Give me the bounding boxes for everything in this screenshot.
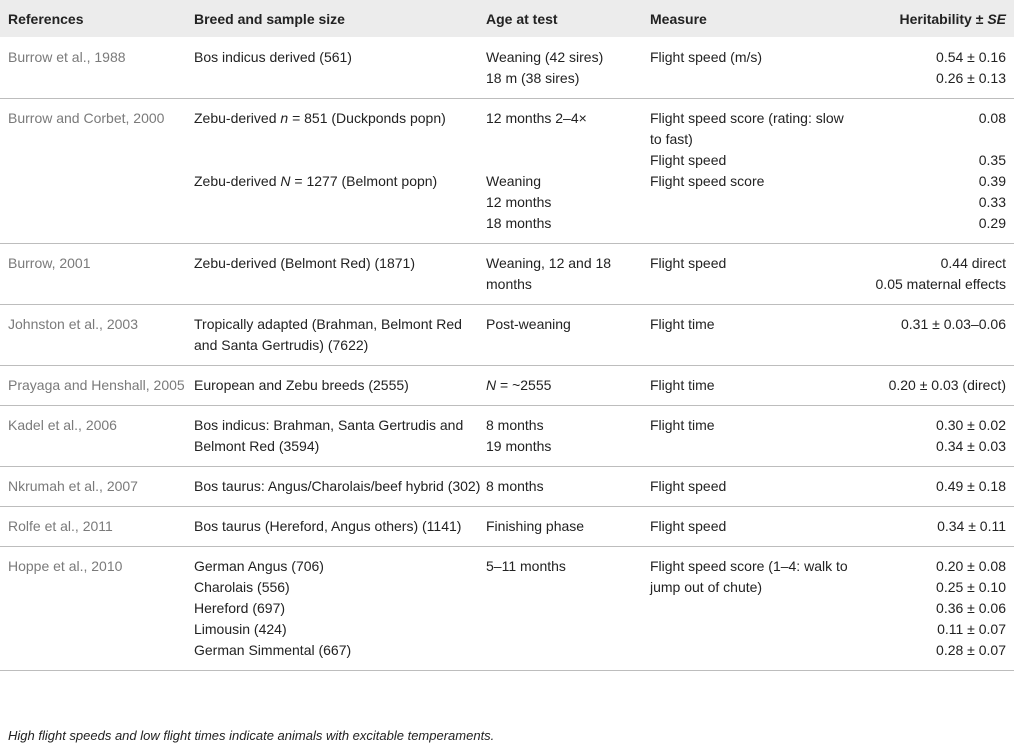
heritability-line: 0.34 ± 0.11: [937, 518, 1006, 534]
age-cell: [486, 38, 650, 99]
measure-cell: [650, 366, 855, 406]
reference-cell: Hoppe et al., 2010: [0, 547, 194, 671]
measure-line: Flight speed: [650, 478, 727, 494]
heritability-line: 0.31 ± 0.03–0.06: [901, 316, 1006, 332]
age-cell: [486, 99, 650, 172]
breed-cell: [194, 366, 486, 406]
reference-cell: Kadel et al., 2006: [0, 406, 194, 467]
breed-line: Charolais (556): [194, 579, 290, 595]
breed-cell: [194, 38, 486, 99]
heritability-cell: [855, 547, 1014, 671]
header-row: [0, 0, 1014, 38]
table-row: [0, 406, 1014, 467]
table-row: [0, 244, 1014, 305]
table-row: [0, 305, 1014, 366]
breed-line: Tropically adapted (Brahman, Belmont Red and Santa Gertrudis) (7622): [194, 316, 462, 353]
table-row: [0, 467, 1014, 507]
age-cell: [486, 406, 650, 467]
heritability-line: 0.35: [978, 152, 1006, 168]
breed-line: German Angus (706): [194, 558, 324, 574]
age-cell: [486, 467, 650, 507]
age-line: 12 months: [486, 194, 552, 210]
heritability-cell: [855, 507, 1014, 547]
breed-line: Zebu-derived (Belmont Red) (1871): [194, 255, 415, 271]
breed-text: Zebu-derived: [194, 173, 281, 189]
age-line: Weaning: [486, 173, 542, 189]
measure-cell: [650, 547, 855, 671]
age-cell: [486, 366, 650, 406]
heritability-line: 0.11 ± 0.07: [937, 621, 1006, 637]
age-line: 8 months: [486, 417, 544, 433]
breed-italic: N: [280, 173, 291, 189]
heritability-line: 0.49 ± 0.18: [936, 478, 1006, 494]
header-heritability: [855, 0, 1014, 38]
heritability-line: 0.30 ± 0.02: [936, 417, 1006, 433]
heritability-line: 0.20 ± 0.03 (direct): [888, 377, 1006, 393]
measure-cell: [650, 406, 855, 467]
breed-cell: [194, 244, 486, 305]
breed-line: German Simmental (667): [194, 642, 352, 658]
age-italic: N: [486, 377, 497, 393]
measure-cell: [650, 507, 855, 547]
heritability-line: 0.33: [978, 194, 1006, 210]
table-footnote: High flight speeds and low flight times indicate animals with excitable temperaments.: [8, 728, 495, 743]
breed-cell: [194, 99, 486, 172]
age-cell: [486, 547, 650, 671]
heritability-line: 0.34 ± 0.03: [936, 438, 1006, 454]
measure-line: Flight speed score (1–4: walk to jump out of chute): [650, 558, 848, 595]
breed-line: Bos taurus: Angus/Charolais/beef hybrid (302): [194, 478, 481, 494]
reference-cell: Burrow, 2001: [0, 244, 194, 305]
measure-line: Flight speed: [650, 152, 727, 168]
breed-line: Hereford (697): [194, 600, 286, 616]
measure-cell: [650, 38, 855, 99]
header-measure: Measure: [650, 11, 707, 27]
heritability-line: 0.25 ± 0.10: [936, 579, 1006, 595]
age-text: = ~2555: [496, 377, 552, 393]
table-row: [0, 99, 1014, 172]
table-row: [0, 547, 1014, 671]
measure-line: Flight speed (m/s): [650, 49, 763, 65]
heritability-line: 0.39: [978, 173, 1006, 189]
heritability-cell: [855, 406, 1014, 467]
heritability-line: 0.08: [978, 110, 1006, 126]
age-line: 18 m (38 sires): [486, 70, 580, 86]
measure-line: Flight speed score: [650, 173, 765, 189]
heritability-line: 0.29: [978, 215, 1006, 231]
header-age: Age at test: [486, 11, 558, 27]
heritability-cell: [855, 99, 1014, 172]
heritability-line: 0.54 ± 0.16: [936, 49, 1006, 65]
breed-cell: [194, 467, 486, 507]
header-heritability-label: Heritability ±: [899, 11, 988, 27]
measure-line: Flight speed score (rating: slow to fast): [650, 110, 844, 147]
breed-line: Bos taurus (Hereford, Angus others) (1141): [194, 518, 462, 534]
reference-cell: Rolfe et al., 2011: [0, 507, 194, 547]
breed-text: = 1277 (Belmont popn): [290, 173, 438, 189]
reference-cell: Johnston et al., 2003: [0, 305, 194, 366]
heritability-line: 0.28 ± 0.07: [936, 642, 1006, 658]
header-heritability-se: SE: [987, 11, 1006, 27]
age-line: 18 months: [486, 215, 552, 231]
breed-cell: [194, 547, 486, 671]
heritability-line: 0.44 direct: [940, 255, 1006, 271]
breed-line: Limousin (424): [194, 621, 287, 637]
measure-cell: [650, 305, 855, 366]
reference-cell: Burrow and Corbet, 2000: [0, 99, 194, 244]
measure-line: Flight time: [650, 377, 715, 393]
breed-cell: [194, 406, 486, 467]
breed-italic: n: [280, 110, 289, 126]
breed-cell: [194, 507, 486, 547]
breed-line: European and Zebu breeds (2555): [194, 377, 409, 393]
heritability-cell: [855, 171, 1014, 244]
heritability-line: 0.20 ± 0.08: [936, 558, 1006, 574]
age-line: 8 months: [486, 478, 544, 494]
breed-line: [194, 108, 486, 129]
table-row: [0, 38, 1014, 99]
breed-text: = 851 (Duckponds popn): [288, 110, 446, 126]
age-line: Weaning, 12 and 18 months: [486, 255, 612, 292]
measure-line: Flight speed: [650, 518, 727, 534]
age-line: 12 months 2–4×: [486, 110, 587, 126]
age-cell: [486, 305, 650, 366]
breed-line: Bos indicus: Brahman, Santa Gertrudis and Belmont Red (3594): [194, 417, 464, 454]
breed-line: Bos indicus derived (561): [194, 49, 352, 65]
age-cell: [486, 507, 650, 547]
heritability-cell: [855, 244, 1014, 305]
measure-line: Flight time: [650, 316, 715, 332]
age-line: Post-weaning: [486, 316, 571, 332]
measure-cell: [650, 467, 855, 507]
age-cell: [486, 171, 650, 244]
header-breed: Breed and sample size: [194, 11, 345, 27]
heritability-cell: [855, 38, 1014, 99]
breed-text: Zebu-derived: [194, 110, 281, 126]
measure-line: Flight speed: [650, 255, 727, 271]
age-cell: [486, 244, 650, 305]
heritability-line: 0.05 maternal effects: [875, 276, 1006, 292]
reference-cell: Prayaga and Henshall, 2005: [0, 366, 194, 406]
heritability-line: [855, 129, 1006, 150]
heritability-line: 0.36 ± 0.06: [936, 600, 1006, 616]
age-line: Finishing phase: [486, 518, 585, 534]
measure-cell: [650, 244, 855, 305]
breed-cell: [194, 171, 486, 244]
header-references: References: [8, 11, 84, 27]
breed-cell: [194, 305, 486, 366]
age-line: 5–11 months: [486, 558, 566, 574]
heritability-cell: [855, 366, 1014, 406]
reference-cell: Nkrumah et al., 2007: [0, 467, 194, 507]
age-line: [486, 375, 650, 396]
measure-line: Flight time: [650, 417, 715, 433]
heritability-line: 0.26 ± 0.13: [936, 70, 1006, 86]
breed-line: [194, 171, 486, 192]
heritability-cell: [855, 305, 1014, 366]
measure-cell: [650, 99, 855, 172]
age-line: 19 months: [486, 438, 552, 454]
table-row: [0, 366, 1014, 406]
measure-cell: [650, 171, 855, 244]
reference-cell: Burrow et al., 1988: [0, 38, 194, 99]
table-row: [0, 507, 1014, 547]
age-line: Weaning (42 sires): [486, 49, 604, 65]
heritability-cell: [855, 467, 1014, 507]
